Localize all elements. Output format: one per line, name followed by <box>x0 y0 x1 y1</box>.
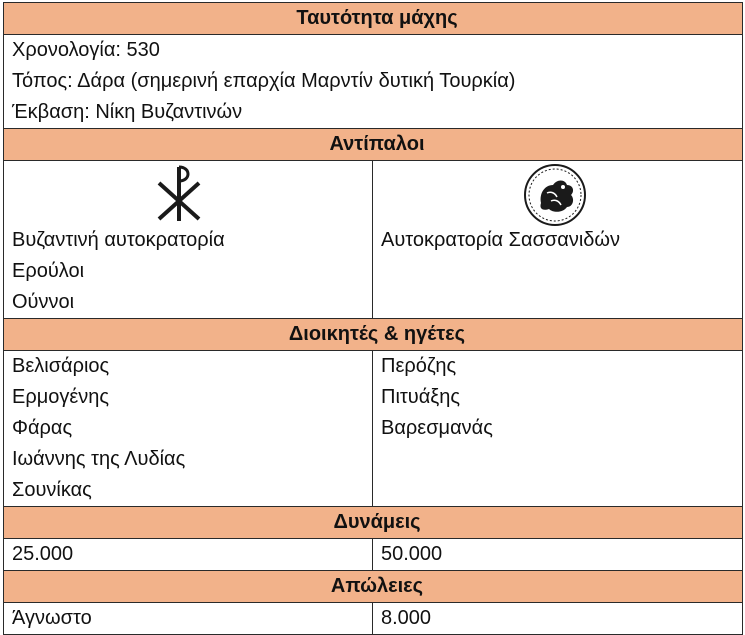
place-text: Τόπος: Δάρα (σημερινή επαρχία Μαρντίν δυτική Τουρκία) <box>12 70 516 92</box>
forces-right-value: 50.000 <box>381 543 443 565</box>
forces-left-cell <box>4 539 373 571</box>
losses-right-value: 8.000 <box>381 607 432 629</box>
identity-header: Ταυτότητα μάχης <box>4 3 743 35</box>
opponents-header-row <box>4 129 743 161</box>
chi-rho-icon <box>153 163 205 223</box>
opponents-row <box>4 161 743 319</box>
identity-cell <box>4 35 743 129</box>
losses-left-value: Άγνωστο <box>12 607 92 629</box>
commander-left-5: Σουνίκας <box>12 479 92 501</box>
sassanid-emblem <box>381 161 742 225</box>
commanders-right-cell <box>373 351 743 507</box>
commander-right-3: Βαρεσμανάς <box>381 417 493 439</box>
losses-row <box>4 603 743 635</box>
opponent-left-line-1: Βυζαντινή αυτοκρατορία <box>12 229 225 251</box>
losses-header: Απώλειες <box>4 571 743 603</box>
chronology-text: Χρονολογία: 530 <box>12 39 160 61</box>
opponent-right-line-1: Αυτοκρατορία Σασσανιδών <box>381 229 621 251</box>
sassanid-simurgh-emblem-icon <box>523 163 587 227</box>
commander-left-4: Ιωάννης της Λυδίας <box>12 448 186 470</box>
battle-info-table <box>3 2 743 635</box>
commanders-left-cell <box>4 351 373 507</box>
losses-left-cell <box>4 603 373 635</box>
losses-header-row <box>4 571 743 603</box>
commanders-header: Διοικητές & ηγέτες <box>4 319 743 351</box>
commander-right-1: Περόζης <box>381 355 457 377</box>
commanders-header-row <box>4 319 743 351</box>
commander-left-2: Ερμογένης <box>12 386 110 408</box>
losses-right-cell <box>373 603 743 635</box>
commander-left-1: Βελισάριος <box>12 355 110 377</box>
identity-row <box>4 35 743 129</box>
commanders-row <box>4 351 743 507</box>
forces-header: Δυνάμεις <box>4 507 743 539</box>
byzantine-emblem <box>12 161 372 225</box>
opponent-byzantine-cell <box>4 161 373 319</box>
forces-right-cell <box>373 539 743 571</box>
opponent-left-line-3: Ούννοι <box>12 291 75 313</box>
outcome-text: Έκβαση: Νίκη Βυζαντινών <box>12 101 243 123</box>
opponents-header: Αντίπαλοι <box>4 129 743 161</box>
commander-left-3: Φάρας <box>12 417 73 439</box>
forces-row <box>4 539 743 571</box>
forces-left-value: 25.000 <box>12 543 74 565</box>
forces-header-row <box>4 507 743 539</box>
commander-right-2: Πιτυάξης <box>381 386 461 408</box>
opponent-sassanid-cell <box>373 161 743 319</box>
identity-header-row <box>4 3 743 35</box>
opponent-left-line-2: Ερούλοι <box>12 260 85 282</box>
